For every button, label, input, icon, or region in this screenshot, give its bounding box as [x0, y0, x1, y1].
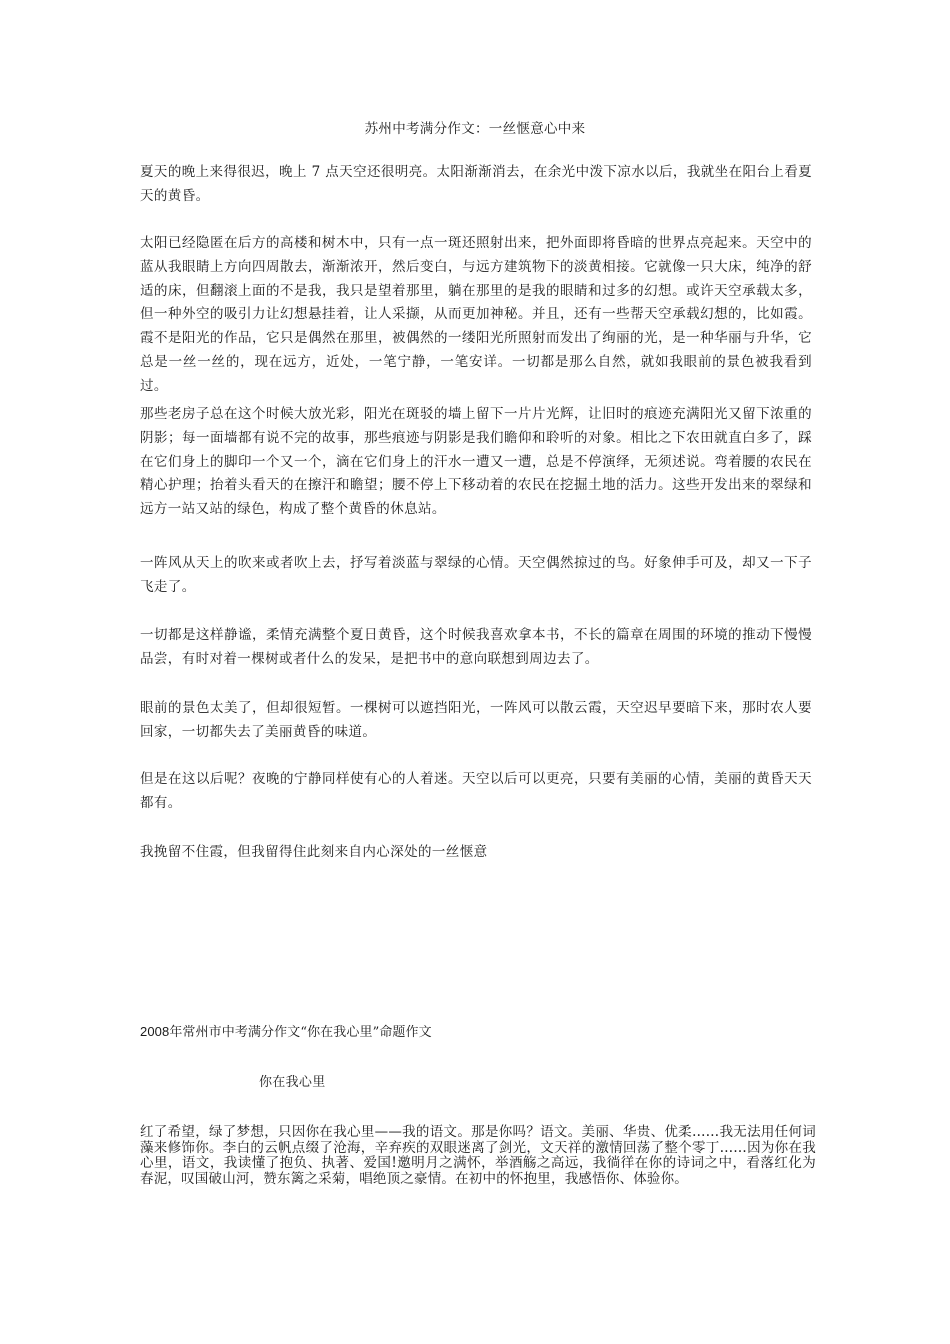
paragraph: 我挽留不住霞，但我留得住此刻来自内心深处的一丝惬意: [140, 844, 488, 860]
title-text: 年常州市中考满分作文“你在我心里”命题作文: [169, 1025, 432, 1040]
paragraph: 一切都是这样静谧，柔情充满整个夏日黄昏，这个时候我喜欢拿本书，不长的篇章在周围的环境的推动下慢慢品尝，有时对着一棵树或者什么的发呆，是把书中的意向联想到周边去了。: [140, 627, 812, 667]
title-year: 2008: [140, 1024, 170, 1039]
second-article-title: [140, 1022, 432, 1043]
paragraph: 但是在这以后呢？夜晚的宁静同样使有心的人着迷。天空以后可以更亮，只要有美丽的心情，美丽的黄昏天天都有。: [140, 771, 812, 811]
paragraph: 那些老房子总在这个时候大放光彩，阳光在斑驳的墙上留下一片片光辉，让旧时的痕迹充满阳光又留下浓重的阴影；每一面墙都有说不完的故事，那些痕迹与阴影是我们瞻仰和聆听的对象。相比之下农田就直白多了，踩在它们身上的脚印一个又一个，滴在它们身上的汗水一遭又一遭，总是不停演绎，无须述说。弯着腰的农民在精心护理；抬着头看天的在擦汗和瞻望；腰不停上下移动着的农民在挖掘土地的活力。这些开发出来的翠绿和远方一站又站的绿色，构成了整个黄昏的休息站。: [140, 406, 812, 518]
paragraph: 一阵风从天上的吹来或者吹上去，抒写着淡蓝与翠绿的心情。天空偶然掠过的鸟。好象伸手可及，却又一下子飞走了。: [140, 555, 812, 595]
second-article-paragraph: 红了希望，绿了梦想，只因你在我心里——我的语文。那是你吗？语文。美丽、华贵、优柔……我无法用任何词藻来修饰你。李白的云帆点缀了沧海，辛弃疾的双眼迷离了剑光，文天祥的激情回荡了整个零丁……因为你在我心里，语文，我读懂了抱负、执著、爱国!邀明月之满怀，举酒觞之高远，我徜徉在你的诗词之中，看落红化为春泥，叹国破山河，赞东篱之采菊，唱绝顶之豪情。在初中的怀抱里，我感悟你、体验你。: [140, 1124, 816, 1188]
paragraph: 眼前的景色太美了，但却很短暂。一棵树可以遮挡阳光，一阵风可以散云霞，天空迟早要暗下来，那时农人要回家，一切都失去了美丽黄昏的味道。: [140, 700, 812, 740]
second-article-subtitle: 你在我心里: [259, 1075, 326, 1090]
paragraph: 太阳已经隐匿在后方的高楼和树木中，只有一点一斑还照射出来，把外面即将昏暗的世界点亮起来。天空中的蓝从我眼睛上方向四周散去，渐渐浓开，然后变白，与远方建筑物下的淡黄相接。它就像一只大床，纯净的舒适的床，但翻滚上面的不是我，我只是望着那里，躺在那里的是我的眼睛和过多的幻想。或许天空承载太多，但一种外空的吸引力让幻想悬挂着，让人采撷，从而更加神秘。并且，还有一些帮天空承载幻想的，比如霞。霞不是阳光的作品，它只是偶然在那里，被偶然的一缕阳光所照射而发出了绚丽的光，是一种华丽与升华，它总是一丝一丝的，现在远方，近处，一笔宁静，一笔安详。一切都是那么自然，就如我眼前的景色被我看到过。: [140, 235, 812, 394]
paragraph: 夏天的晚上来得很迟，晚上 7 点天空还很明亮。太阳渐渐消去，在余光中泼下凉水以后，我就坐在阳台上看夏天的黄昏。: [140, 164, 812, 204]
article-title: 苏州中考满分作文：一丝惬意心中来: [364, 121, 586, 137]
